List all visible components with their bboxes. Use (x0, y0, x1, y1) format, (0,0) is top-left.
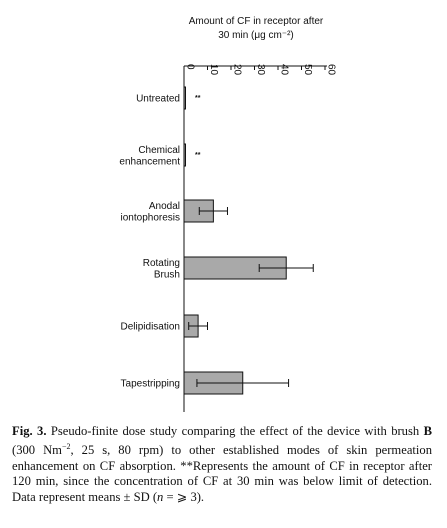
caption-n: n (157, 489, 164, 504)
x-tick-label: 50 (302, 64, 313, 76)
category-label: Delipidisation (120, 321, 180, 333)
category-label: Brush (153, 269, 180, 281)
bar (184, 144, 186, 166)
caption-params: (300 Nm (12, 443, 62, 458)
x-tick-label: 20 (231, 64, 243, 76)
x-axis-title (189, 16, 324, 41)
category-label: Chemical (138, 144, 180, 156)
x-tick-label: 40 (278, 64, 290, 76)
caption-figure-label: Fig. 3. (12, 424, 47, 438)
caption-text-2: , 25 s, 80 rpm) to other established modes of skin permeation enhancement on CF absorption. **Represents the amount of CF in receptor after 120 min, since the concentration of CF at 30 min was below limit of detection. Data represent means ± SD ( (12, 443, 432, 504)
figure-caption (12, 424, 432, 505)
category-label: iontophoresis (120, 212, 180, 224)
category-label: Untreated (136, 93, 180, 105)
caption-exponent: −2 (61, 442, 71, 452)
bars (184, 87, 313, 394)
category-label: Anodal (148, 200, 180, 212)
x-tick-label: 30 (255, 64, 266, 76)
x-tick-label: 0 (184, 64, 196, 70)
x-tick-label: 60 (325, 64, 337, 76)
category-label: Rotating (142, 257, 180, 269)
x-axis-title-line: Amount of CF in receptor after (188, 16, 324, 27)
caption-text-1: Pseudo-finite dose study comparing the effect of the device with brush (46, 424, 424, 438)
x-tick-label: 10 (208, 64, 219, 76)
significance-annotation: ** (195, 95, 201, 102)
caption-text-3: = ⩾ 3). (163, 489, 205, 504)
category-label: Tapestripping (120, 378, 180, 390)
x-axis-title-line: 30 min (μg cm⁻²) (218, 30, 294, 41)
category-labels (119, 94, 180, 390)
significance-annotation: ** (195, 152, 201, 159)
bar (184, 87, 186, 109)
category-label: enhancement (119, 156, 180, 168)
caption-brush-label: B (423, 424, 432, 438)
